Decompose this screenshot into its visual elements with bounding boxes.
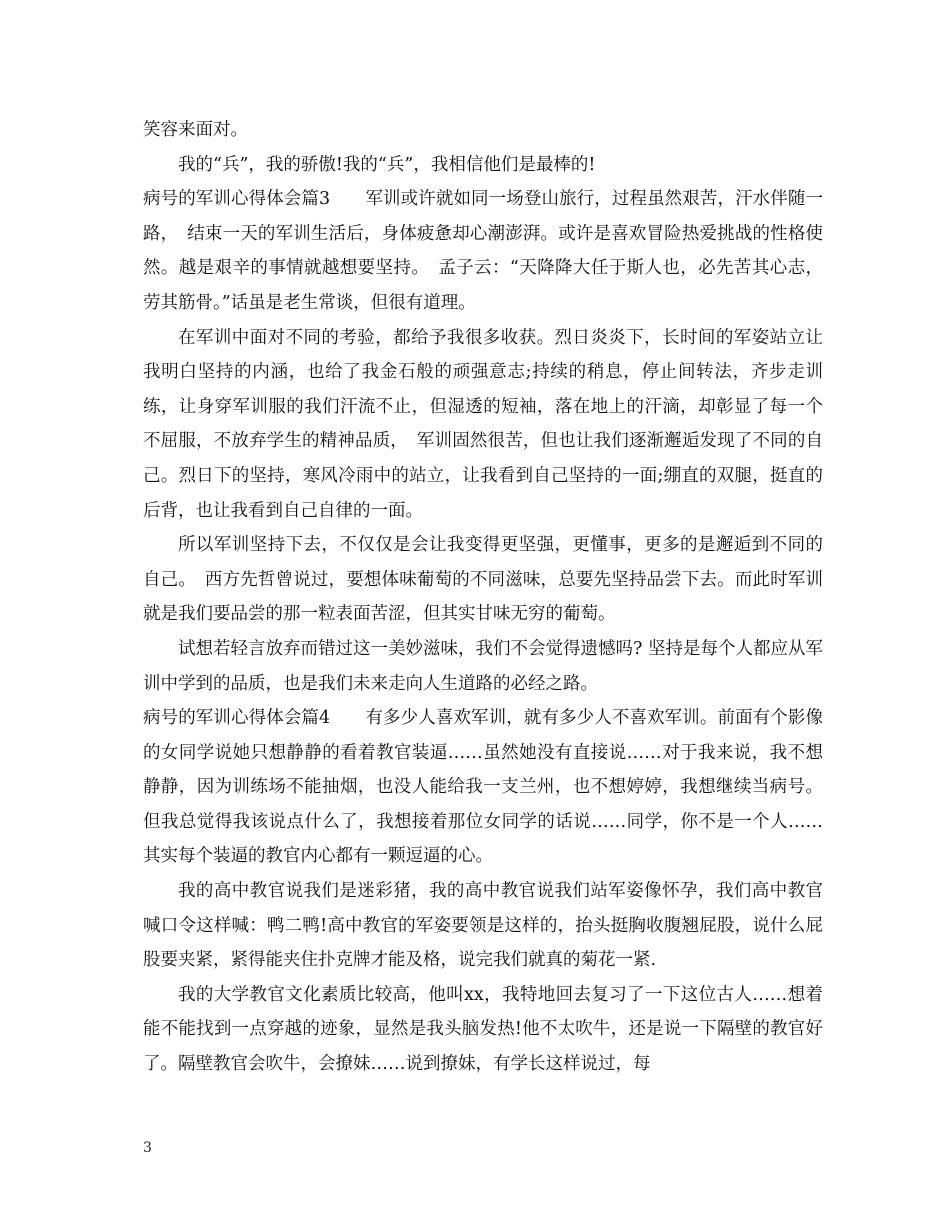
page-number: 3 [143, 1140, 152, 1156]
section-heading-paragraph: 病号的军训心得体会篇3 军训或许就如同一场登山旅行，过程虽然艰苦，汗水伴随一路， 结束一天的军训生活后，身体疲惫却心潮澎湃。或许是喜欢冒险热爱挑战的性格使然。越是艰辛的事情就越想要坚持。 孟子云：“天降降大任于斯人也，必先苦其心志，劳其筋骨。”话虽是老生常谈，但很有道理。 [143, 189, 823, 313]
paragraph: 试想若轻言放弃而错过这一美妙滋味，我们不会觉得遗憾吗? 坚持是每个人都应从军训中学到的品质，也是我们未来走向人生道路的必经之路。 [143, 638, 823, 694]
section-heading-paragraph: 病号的军训心得体会篇4 有多少人喜欢军训，就有多少人不喜欢军训。前面有个影像的女同学说她只想静静的看着教官装逼……虽然她没有直接说……对于我来说，我不想静静，因为训练场不能抽烟，也没人能给我一支兰州，也不想婷婷，我想继续当病号。但我总觉得我该说点什么了，我想接着那位女同学的话说……同学，你不是一个人……其实每个装逼的教官内心都有一颗逗逼的心。 [143, 708, 823, 867]
paragraph: 我的“兵”，我的骄傲!我的“兵”，我相信他们是最棒的! [178, 154, 596, 175]
paragraph: 我的高中教官说我们是迷彩猪，我的高中教官说我们站军姿像怀孕，我们高中教官喊口令这样喊：鸭二鸭!高中教官的军姿要领是这样的，抬头挺胸收腹翘屁股，说什么屁股要夹紧，紧得能夹住扑克牌才能及格，说完我们就真的菊花一紧. [143, 881, 823, 971]
document-body [143, 113, 823, 1082]
paragraph: 在军训中面对不同的考验，都给予我很多收获。烈日炎炎下，长时间的军姿站立让我明白坚持的内涵，也给了我金石般的顽强意志;持续的稍息，停止间转法，齐步走训练，让身穿军训服的我们汗流不止，但湿透的短袖，落在地上的汗滴，却彰显了每一个不屈服，不放弃学生的精神品质， 军训固然很苦，但也让我们逐渐邂逅发现了不同的自己。烈日下的坚持，寒风冷雨中的站立，让我看到自己坚持的一面;绷直的双腿，挺直的后背，也让我看到自己自律的一面。 [143, 327, 823, 521]
paragraph: 我的大学教官文化素质比较高，他叫xx，我特地回去复习了一下这位古人……想着能不能找到一点穿越的迹象，显然是我头脑发热!他不太吹牛，还是说一下隔壁的教官好了。隔壁教官会吹牛，会撩妹……说到撩妹，有学长这样说过，每 [143, 984, 823, 1075]
paragraph: 笑容来面对。 [143, 120, 248, 140]
paragraph: 所以军训坚持下去，不仅仅是会让我变得更坚强，更懂事，更多的是邂逅到不同的自己。 西方先哲曾说过，要想体味葡萄的不同滋味，总要先坚持品尝下去。而此时军训就是我们要品尝的那一粒表面苦涩，但其实甘味无穷的葡萄。 [143, 535, 823, 625]
